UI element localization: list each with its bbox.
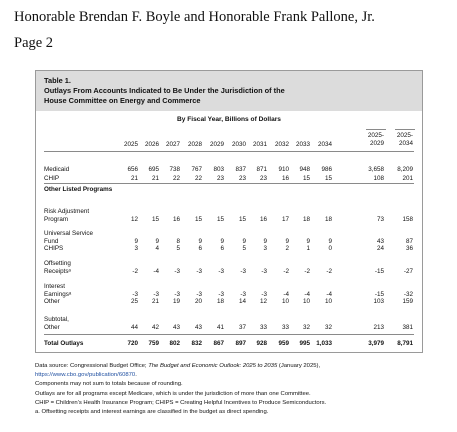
sum-cell: -15 [374, 291, 384, 298]
sum-cell: 201 [402, 175, 413, 182]
sum-cell: -32 [403, 291, 413, 298]
column-header-2031: 2031 [252, 141, 267, 148]
table-cell: 871 [256, 166, 267, 173]
sum-column-header-1: 2025- [367, 132, 384, 139]
table-cell: 3 [263, 245, 267, 252]
table-cell: -4 [326, 291, 332, 298]
table-cell: 15 [238, 216, 246, 223]
table-cell: 738 [169, 166, 180, 173]
table-cell: 15 [151, 216, 159, 223]
column-header-2025: 2025 [123, 141, 138, 148]
table-cell: 21 [130, 175, 138, 182]
sum-cell: 103 [373, 298, 384, 305]
source-title: The Budget and Economic Outlook: 2025 to 2035 [148, 363, 278, 369]
table-notes [35, 362, 326, 417]
table-cell: 10 [324, 298, 332, 305]
sum-cell: 3,979 [368, 340, 384, 347]
source-link-line [35, 371, 326, 380]
sum-cell: 3,658 [368, 166, 384, 173]
table-cell: 37 [238, 324, 246, 331]
row-label-5: CHIPS [44, 245, 64, 252]
table-cell: 9 [285, 238, 289, 245]
table-cell: 8 [176, 238, 180, 245]
table-cell: 948 [299, 166, 310, 173]
table-cell: 1,033 [316, 340, 332, 347]
table-cell: 9 [155, 238, 159, 245]
row-label-4: Universal Service [44, 230, 93, 237]
table-cell: 5 [242, 245, 246, 252]
column-header-2028: 2028 [187, 141, 202, 148]
sum-cell: 158 [402, 216, 413, 223]
table-cell: -2 [304, 268, 310, 275]
sum-cell: 159 [402, 298, 413, 305]
row-label-7-cont: Earningsᵃ [44, 291, 72, 298]
row-label-3-cont: Program [44, 216, 69, 223]
table-cell: 3 [134, 245, 138, 252]
table-cell: 656 [127, 166, 138, 173]
table-cell: 15 [216, 216, 224, 223]
table-cell: 44 [130, 324, 138, 331]
table-cell: 43 [194, 324, 202, 331]
total-rule [44, 334, 414, 335]
footnote-a: a. Offsetting receipts and interest earnings are classified in the budget as direct spending. [35, 409, 269, 416]
source-prefix: Data source: Congressional Budget Office; [35, 363, 149, 369]
table-cell: 16 [172, 216, 180, 223]
row-label-9-cont: Other [44, 324, 60, 331]
page-number: Page 2 [14, 35, 54, 51]
table-cell: 767 [191, 166, 202, 173]
table-cell: 986 [321, 166, 332, 173]
table-cell: -3 [261, 291, 267, 298]
table-cell: -3 [196, 291, 202, 298]
table-cell: -3 [218, 268, 224, 275]
table-cell: 720 [127, 340, 138, 347]
sum-cell: 213 [373, 324, 384, 331]
table-cell: 9 [263, 238, 267, 245]
table-cell: 33 [281, 324, 289, 331]
sum-cell: 24 [376, 245, 384, 252]
outlays-table [35, 70, 423, 353]
column-header-2027: 2027 [165, 141, 180, 148]
sum-column-header-1-end: 2029 [369, 140, 384, 147]
table-cell: 2 [285, 245, 289, 252]
table-cell: 23 [259, 175, 267, 182]
table-cell: -4 [153, 268, 159, 275]
sum-header-rule-2 [395, 129, 415, 130]
letter-recipient-line: Honorable Brendan F. Boyle and Honorable Frank Pallone, Jr. [14, 9, 375, 25]
column-header-2030: 2030 [231, 141, 246, 148]
table-cell: 695 [148, 166, 159, 173]
table-cell: 9 [328, 238, 332, 245]
table-title-continued: House Committee on Energy and Commerce [44, 96, 201, 105]
sum-column-header-2: 2025- [396, 132, 413, 139]
table-cell: 14 [238, 298, 246, 305]
table-cell: 6 [198, 245, 202, 252]
row-label-9: Subtotal, [44, 316, 69, 323]
table-cell: 15 [194, 216, 202, 223]
column-header-2033: 2033 [295, 141, 310, 148]
table-cell: 32 [302, 324, 310, 331]
sum-cell: -27 [403, 268, 413, 275]
table-cell: 802 [169, 340, 180, 347]
table-cell: 5 [176, 245, 180, 252]
sum-cell: 381 [402, 324, 413, 331]
column-header-2032: 2032 [274, 141, 289, 148]
header-rule [44, 151, 414, 152]
row-label-8: Other [44, 298, 60, 305]
source-suffix: (January 2025), [277, 363, 321, 369]
table-cell: -3 [132, 291, 138, 298]
table-cell: 6 [220, 245, 224, 252]
table-cell: 837 [235, 166, 246, 173]
table-cell: 32 [324, 324, 332, 331]
table-cell: 959 [278, 340, 289, 347]
sum-cell: 87 [405, 238, 413, 245]
row-label-4-cont: Fund [44, 238, 59, 245]
source-end: . [135, 372, 137, 379]
row-label-1: CHIP [44, 175, 60, 182]
table-cell: 33 [259, 324, 267, 331]
column-header-2029: 2029 [209, 141, 224, 148]
table-cell: -3 [174, 268, 180, 275]
row-label-6: Offsetting [44, 260, 71, 267]
sum-cell: 43 [376, 238, 384, 245]
sum-column-header-2-end: 2034 [398, 140, 413, 147]
table-cell: 10 [302, 298, 310, 305]
row-label-6-cont: Receiptsᵃ [44, 268, 71, 275]
section-rule [44, 183, 414, 184]
table-subtitle: By Fiscal Year, Billions of Dollars [177, 116, 281, 123]
table-cell: 42 [151, 324, 159, 331]
table-cell: -3 [240, 291, 246, 298]
row-label-3: Risk Adjustment [44, 208, 90, 215]
table-cell: 9 [306, 238, 310, 245]
table-cell: 910 [278, 166, 289, 173]
table-title: Outlays From Accounts Indicated to Be Under the Jurisdiction of the [44, 86, 285, 95]
sum-cell: 8,791 [397, 340, 413, 347]
table-cell: -4 [304, 291, 310, 298]
table-cell: 18 [216, 298, 224, 305]
source-link[interactable]: https://www.cbo.gov/publication/60870 [35, 372, 136, 379]
table-cell: 10 [281, 298, 289, 305]
table-cell: 928 [256, 340, 267, 347]
table-cell: 9 [220, 238, 224, 245]
table-cell: -3 [240, 268, 246, 275]
table-cell: -4 [283, 291, 289, 298]
table-cell: 16 [259, 216, 267, 223]
sum-cell: -15 [374, 268, 384, 275]
table-cell: 23 [216, 175, 224, 182]
table-cell: 17 [281, 216, 289, 223]
table-cell: -2 [283, 268, 289, 275]
table-cell: 21 [151, 298, 159, 305]
table-cell: -3 [218, 291, 224, 298]
table-cell: 16 [281, 175, 289, 182]
table-cell: 22 [194, 175, 202, 182]
medicare-note: Outlays are for all programs except Medicare, which is under the jurisdiction of more than one Committee. [35, 390, 311, 397]
table-cell: -2 [132, 268, 138, 275]
table-cell: -3 [153, 291, 159, 298]
table-cell: -2 [326, 268, 332, 275]
table-number: Table 1. [44, 76, 71, 85]
table-cell: -3 [174, 291, 180, 298]
sum-cell: 36 [405, 245, 413, 252]
table-title-bar [36, 71, 422, 111]
table-cell: 0 [328, 245, 332, 252]
table-cell: 12 [130, 216, 138, 223]
table-cell: 25 [130, 298, 138, 305]
column-header-2034: 2034 [317, 141, 332, 148]
sum-cell: 73 [376, 216, 384, 223]
table-cell: -3 [196, 268, 202, 275]
sum-header-rule-1 [366, 129, 386, 130]
table-cell: 9 [242, 238, 246, 245]
rounding-note: Components may not sum to totals because of rounding. [35, 381, 183, 388]
table-cell: 12 [259, 298, 267, 305]
table-cell: -3 [261, 268, 267, 275]
table-cell: 897 [235, 340, 246, 347]
table-cell: 43 [172, 324, 180, 331]
table-cell: 15 [324, 175, 332, 182]
row-label-10: Total Outlays [44, 340, 84, 347]
table-cell: 15 [302, 175, 310, 182]
table-cell: 832 [191, 340, 202, 347]
row-label-2: Other Listed Programs [44, 186, 113, 193]
sum-cell: 108 [373, 175, 384, 182]
table-cell: 9 [198, 238, 202, 245]
table-cell: 18 [302, 216, 310, 223]
abbreviations-note: CHIP = Children’s Health Insurance Program; CHIPS = Creating Helpful Incentives to Produce Semiconductors. [35, 399, 327, 406]
table-cell: 22 [172, 175, 180, 182]
table-cell: 4 [155, 245, 159, 252]
table-cell: 21 [151, 175, 159, 182]
row-label-0: Medicaid [44, 166, 70, 173]
table-cell: 20 [194, 298, 202, 305]
row-label-7: Interest [44, 283, 65, 290]
table-cell: 23 [238, 175, 246, 182]
table-cell: 759 [148, 340, 159, 347]
sum-cell: 8,209 [397, 166, 413, 173]
table-cell: 995 [299, 340, 310, 347]
data-source-note [35, 362, 326, 371]
table-cell: 803 [213, 166, 224, 173]
table-cell: 41 [216, 324, 224, 331]
table-cell: 9 [134, 238, 138, 245]
table-cell: 867 [213, 340, 224, 347]
table-cell: 19 [172, 298, 180, 305]
column-header-2026: 2026 [144, 141, 159, 148]
table-cell: 1 [306, 245, 310, 252]
table-cell: 18 [324, 216, 332, 223]
